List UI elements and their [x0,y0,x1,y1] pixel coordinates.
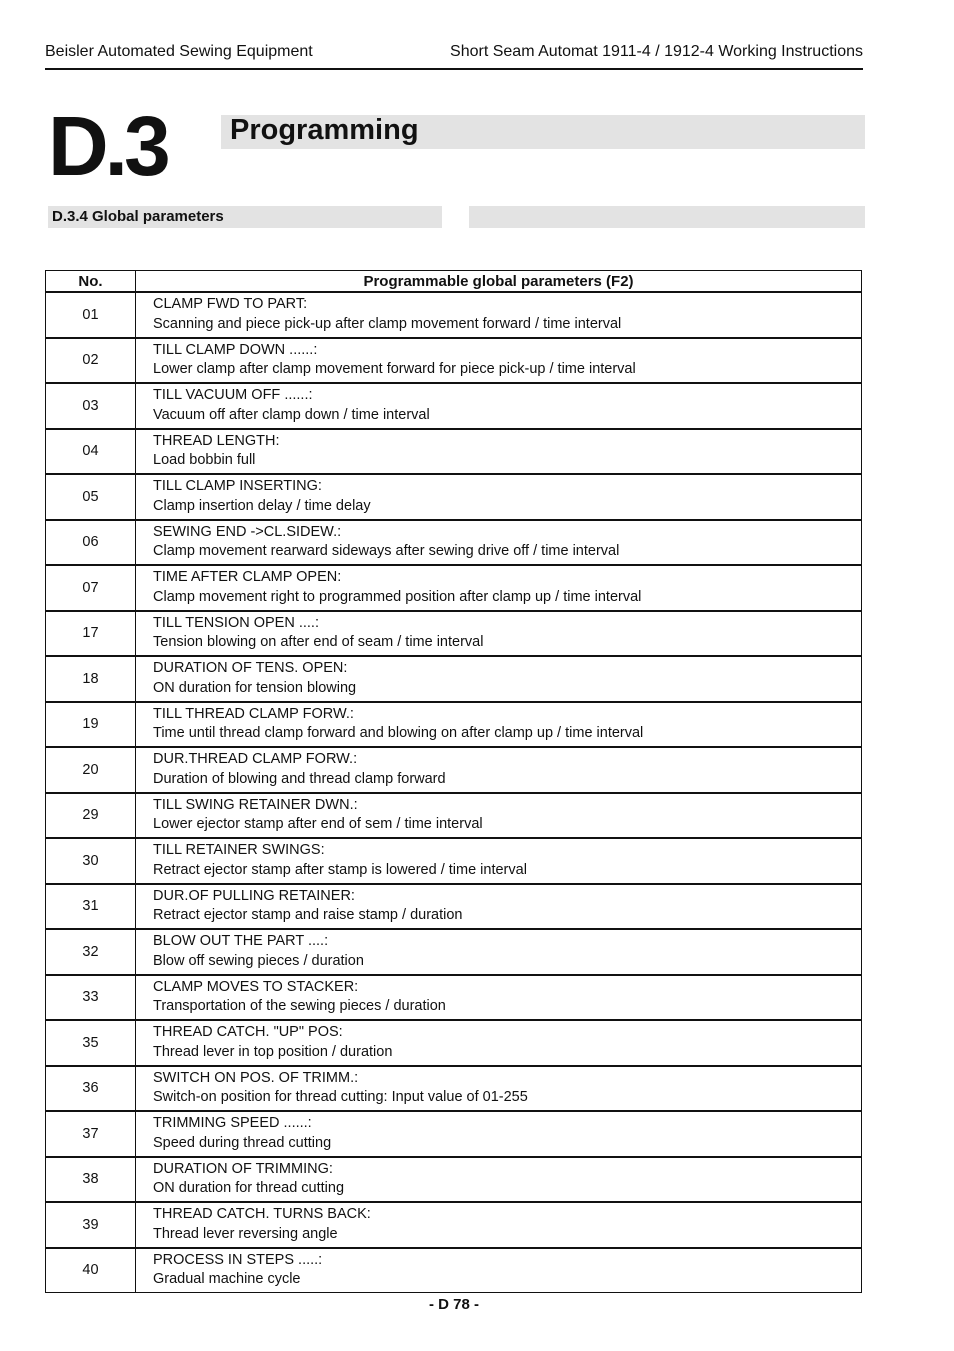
section-title: D.3.4 Global parameters [52,208,224,225]
header-company: Beisler Automated Sewing Equipment [45,43,313,60]
parameter-description: Lower ejector stamp after end of sem / time interval [153,816,483,833]
table-row [46,838,862,884]
parameter-description: ON duration for tension blowing [153,679,357,696]
parameter-name: TILL CLAMP INSERTING: [153,478,322,495]
parameter-description: Blow off sewing pieces / duration [153,952,364,969]
parameter-name: TILL SWING RETAINER DWN.: [153,796,358,813]
parameter-cell [136,1248,862,1293]
parameter-name: DURATION OF TRIMMING: [153,1160,333,1177]
column-header-no: No. [46,271,136,293]
parameter-name: DURATION OF TENS. OPEN: [153,660,348,677]
parameter-name: CLAMP MOVES TO STACKER: [153,978,359,995]
parameter-cell [136,429,862,475]
parameter-cell [136,383,862,429]
parameter-description: Tension blowing on after end of seam / time interval [153,634,484,651]
parameter-cell [136,338,862,384]
parameter-name: TILL THREAD CLAMP FORW.: [153,705,354,722]
parameter-cell [136,565,862,611]
table-row [46,656,862,702]
parameter-description: Load bobbin full [153,452,256,469]
parameter-name: PROCESS IN STEPS .....: [153,1251,323,1268]
parameter-name: DUR.OF PULLING RETAINER: [153,887,355,904]
table-row [46,611,862,657]
parameter-cell [136,1020,862,1066]
parameter-name: DUR.THREAD CLAMP FORW.: [153,751,358,768]
table-row [46,565,862,611]
parameter-name: THREAD LENGTH: [153,432,280,449]
parameter-cell [136,292,862,338]
table-row [46,1066,862,1112]
parameter-description: Thread lever in top position / duration [153,1043,393,1060]
parameter-cell [136,747,862,793]
table-row [46,1202,862,1248]
table-row [46,929,862,975]
parameter-description: Scanning and piece pick-up after clamp movement forward / time interval [153,315,622,332]
parameter-cell [136,474,862,520]
table-row [46,1157,862,1203]
parameter-number: 03 [46,383,136,429]
parameter-number: 37 [46,1111,136,1157]
parameter-cell [136,702,862,748]
parameter-description: Thread lever reversing angle [153,1225,338,1242]
parameter-number: 40 [46,1248,136,1293]
parameter-name: TILL RETAINER SWINGS: [153,842,325,859]
parameter-cell [136,884,862,930]
parameter-name: BLOW OUT THE PART ....: [153,933,329,950]
parameter-number: 20 [46,747,136,793]
table-row [46,383,862,429]
parameter-number: 30 [46,838,136,884]
chapter-title: Programming [230,114,419,146]
parameter-number: 36 [46,1066,136,1112]
table-row [46,702,862,748]
table-row [46,1248,862,1293]
parameter-number: 07 [46,565,136,611]
parameter-name: TRIMMING SPEED ......: [153,1115,312,1132]
parameter-number: 31 [46,884,136,930]
parameter-name: SEWING END ->CL.SIDEW.: [153,523,342,540]
parameter-number: 33 [46,975,136,1021]
parameter-cell [136,929,862,975]
parameter-number: 29 [46,793,136,839]
parameter-name: THREAD CATCH. TURNS BACK: [153,1206,371,1223]
parameter-description: Lower clamp after clamp movement forward for piece pick-up / time interval [153,361,636,378]
parameter-description: Vacuum off after clamp down / time interval [153,406,430,423]
table-row [46,338,862,384]
parameter-number: 19 [46,702,136,748]
header-document-title: Short Seam Automat 1911-4 / 1912-4 Working Instructions [450,43,863,60]
parameter-name: CLAMP FWD TO PART: [153,296,308,313]
parameter-description: Retract ejector stamp after stamp is lowered / time interval [153,861,527,878]
page-number: - D 78 - [428,1296,479,1313]
parameter-name: TILL VACUUM OFF ......: [153,387,313,404]
parameter-description: Clamp movement right to programmed position after clamp up / time interval [153,588,642,605]
parameter-name: THREAD CATCH. "UP" POS: [153,1024,343,1041]
parameter-description: Transportation of the sewing pieces / duration [153,998,446,1015]
table-row [46,429,862,475]
table-row [46,884,862,930]
table-row [46,975,862,1021]
parameter-number: 05 [46,474,136,520]
table-header-row [46,271,862,293]
parameter-name: TILL CLAMP DOWN ......: [153,341,318,358]
parameter-cell [136,1111,862,1157]
section-band-right [469,206,865,228]
global-parameters-table [45,270,862,1293]
parameter-description: Clamp insertion delay / time delay [153,497,371,514]
parameter-cell [136,656,862,702]
parameter-number: 17 [46,611,136,657]
parameter-number: 18 [46,656,136,702]
parameter-number: 06 [46,520,136,566]
parameter-cell [136,793,862,839]
parameter-description: Duration of blowing and thread clamp forward [153,770,446,787]
parameter-name: TILL TENSION OPEN ....: [153,614,319,631]
header-rule [45,68,863,70]
parameter-cell [136,975,862,1021]
parameter-cell [136,520,862,566]
parameter-description: Switch-on position for thread cutting: Input value of 01-255 [153,1089,528,1106]
parameter-description: ON duration for thread cutting [153,1180,345,1197]
column-header-parameter: Programmable global parameters (F2) [136,271,862,293]
table-row [46,1020,862,1066]
parameter-description: Gradual machine cycle [153,1271,301,1288]
chapter-number: D.3 [48,99,167,193]
parameter-number: 01 [46,292,136,338]
parameter-number: 32 [46,929,136,975]
parameter-number: 04 [46,429,136,475]
parameter-number: 02 [46,338,136,384]
parameter-number: 38 [46,1157,136,1203]
parameter-cell [136,1202,862,1248]
table-row [46,520,862,566]
parameter-cell [136,611,862,657]
table-row [46,747,862,793]
table-row [46,474,862,520]
table-row [46,292,862,338]
parameter-cell [136,1066,862,1112]
parameter-description: Clamp movement rearward sideways after sewing drive off / time interval [153,543,620,560]
parameter-cell [136,838,862,884]
parameter-name: SWITCH ON POS. OF TRIMM.: [153,1069,359,1086]
parameter-number: 35 [46,1020,136,1066]
parameter-number: 39 [46,1202,136,1248]
parameter-name: TIME AFTER CLAMP OPEN: [153,569,342,586]
table-row [46,1111,862,1157]
table-row [46,793,862,839]
parameter-description: Retract ejector stamp and raise stamp / duration [153,907,463,924]
parameter-description: Speed during thread cutting [153,1134,332,1151]
parameter-description: Time until thread clamp forward and blowing on after clamp up / time interval [153,725,644,742]
parameter-cell [136,1157,862,1203]
